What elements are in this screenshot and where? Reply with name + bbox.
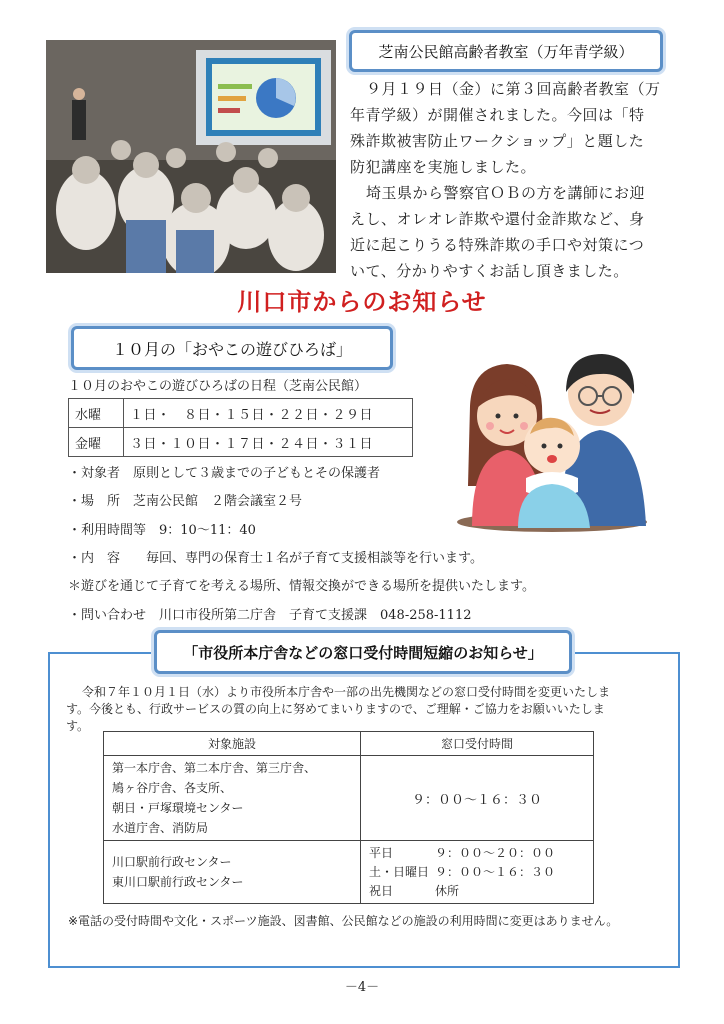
family-illustration (452, 346, 652, 534)
notice-line: す。 (66, 719, 90, 733)
article-body (350, 76, 670, 284)
hours-value: ９：００～２０：００ (435, 845, 556, 860)
workshop-photo (46, 40, 336, 273)
schedule-day: 水曜 (69, 399, 124, 428)
oyako-subtitle: １０月のおやこの遊びひろばの日程（芝南公民館） (68, 379, 368, 394)
hours-label: 平日 (369, 845, 394, 860)
schedule-dates: １日・ ８日・１５日・２２日・２９日 (124, 399, 413, 428)
article-line: 防犯講座を実施しました。 (350, 158, 537, 176)
hours-label: 土・日曜日 (369, 864, 430, 879)
article-title-text: 芝南公民館高齢者教室（万年青学級） (378, 42, 634, 61)
header-hours: 窓口受付時間 (361, 732, 594, 756)
notice-footnote: ※電話の受付時間や文化・スポーツ施設、図書館、公民館などの施設の利用時間に変更はありません。 (68, 914, 619, 928)
hours-cell: ９：００～１６：３０ (361, 756, 594, 841)
info-place: ・場 所 芝南公民館 ２階会議室２号 (68, 494, 303, 509)
table-row (69, 428, 413, 457)
notice-text (66, 684, 666, 735)
article-line: 年青学級）が開催されました。今回は「特 (350, 106, 645, 124)
facilities-table (103, 731, 594, 904)
hours-row (369, 863, 585, 882)
table-header-row (104, 732, 594, 756)
hours-value: ９：００～１６：３０ (435, 864, 556, 879)
notice-line: す。今後とも、行政サービスの質の向上に努めてまいりますので、ご理解・ご協力をお願いいたしま (66, 702, 605, 716)
notice-title-text: 「市役所本庁舎などの窓口受付時間短縮のお知らせ」 (183, 643, 543, 662)
info-time: ・利用時間等 9：10～11：40 (68, 523, 256, 538)
info-target: ・対象者 原則として３歳までの子どもとその保護者 (68, 466, 381, 481)
info-contact: ・問い合わせ 川口市役所第二庁舎 子育て支援課 048-258-1112 (68, 608, 472, 623)
schedule-dates: ３日・１０日・１７日・２４日・３１日 (124, 428, 413, 457)
facility-name: 朝日・戸塚環境センター (112, 801, 244, 815)
table-row (104, 841, 594, 904)
hours-cell (361, 841, 594, 904)
hours-value: 休所 (435, 883, 460, 898)
hours-label: 祝日 (369, 883, 394, 898)
info-note: ＊遊びを通じて子育てを考える場所、情報交換ができる場所を提供いたします。 (68, 579, 535, 594)
article-line: いて、分かりやすくお話し頂きました。 (350, 262, 629, 280)
facility-cell (104, 841, 361, 904)
article-line: えし、オレオレ詐欺や還付金詐欺など、身 (350, 210, 645, 228)
hours-row (369, 882, 585, 901)
facility-name: 第一本庁舎、第二本庁舎、第三庁舎、 (112, 761, 317, 775)
table-row (104, 756, 594, 841)
hours-row (369, 844, 585, 863)
section-headline: 川口市からのお知らせ (237, 287, 487, 316)
header-facility: 対象施設 (104, 732, 361, 756)
notice-line: 令和７年１０月１日（水）より市役所本庁舎や一部の出先機関などの窓口受付時間を変更いたしま (82, 685, 611, 699)
article-line: ９月１９日（金）に第３回高齢者教室（万 (366, 80, 661, 98)
oyako-title (71, 326, 393, 370)
article-title (349, 30, 663, 72)
schedule-table (68, 398, 413, 457)
schedule-day: 金曜 (69, 428, 124, 457)
notice-title (154, 630, 572, 674)
facility-name: 鳩ヶ谷庁舎、各支所、 (112, 781, 233, 795)
facility-name: 川口駅前行政センター (112, 855, 232, 869)
article-line: 近に起こりうる特殊詐欺の手口や対策につ (350, 236, 645, 254)
facility-name: 東川口駅前行政センター (112, 875, 244, 889)
table-row (69, 399, 413, 428)
article-line: 埼玉県から警察官ＯＢの方を講師にお迎 (366, 184, 646, 202)
page-number: －4－ (344, 980, 380, 995)
oyako-title-text: １０月の「おやこの遊びひろば」 (111, 339, 352, 359)
facility-name: 水道庁舎、消防局 (112, 821, 209, 835)
facility-cell (104, 756, 361, 841)
info-content: ・内 容 毎回、専門の保育士１名が子育て支援相談等を行います。 (68, 551, 483, 566)
article-line: 殊詐欺被害防止ワークショップ」と題した (350, 132, 645, 150)
